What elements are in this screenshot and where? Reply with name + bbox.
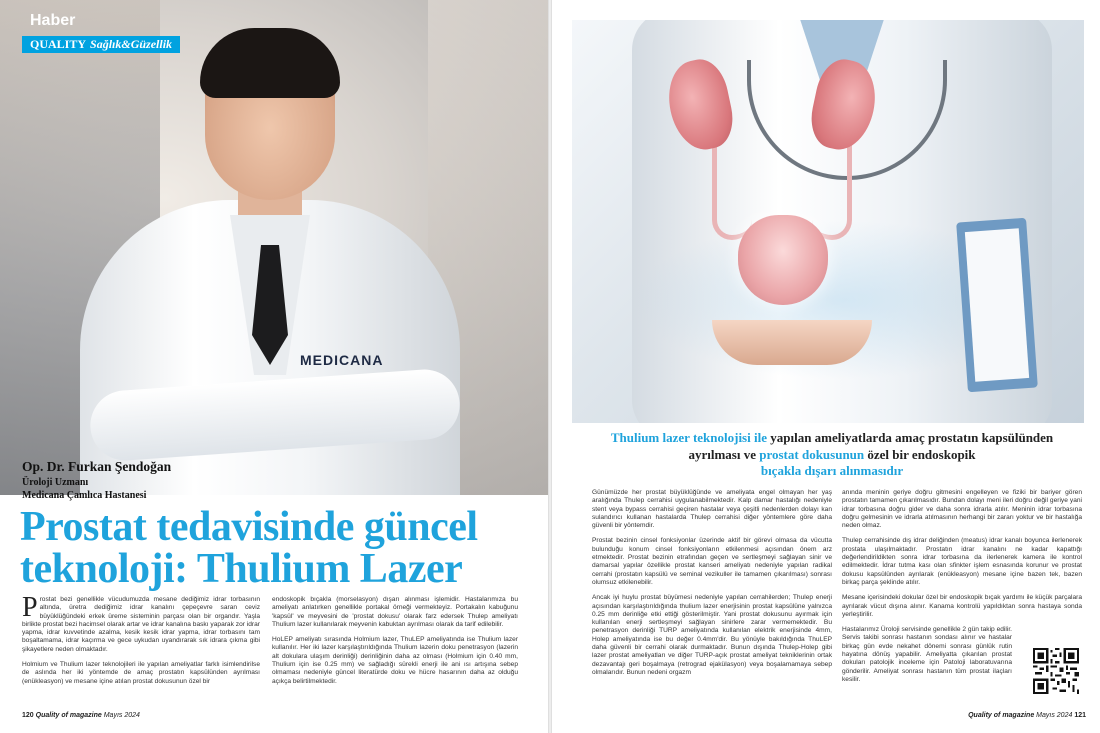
footer-date: Mayıs 2024 [1036,712,1073,719]
category-name: Sağlık&Güzellik [90,37,173,51]
paragraph: Hastalarımız Üroloji servisinde genellikle 2 gün takip edilir. Servis takibi sonrası hastanın sondası alınır ve hastalar birkaç gün evde nekahet dönemi sonrası günlük rutin hayatına dönüş yapabilir. Ameliyatta çıkarılan prostat dokuları patolojik inceleme için Patoloji laboratuvarına gönderilir. Ameliyat sonrası hastanın tüm prostat ilaçları kesilir. [842,626,1012,683]
footer-date: Mayıs 2024 [103,712,140,719]
doctor-photo [0,0,548,495]
title-line-1: Prostat tedavisinde güncel [20,504,478,550]
section-label: Haber [30,12,76,29]
paragraph: Prostat bezinin cinsel fonksiyonlar üzerinde aktif bir görevi olmasa da vücutta bulunduğu konum cinsel fonksiyonların etkilenmesi açısından önem arz etmektedir. Prostat bezinin etrafından geçen ve sertleşmeyi sağlayan sinir ve damarsal yapılar özellikle prostat kanseri ameliyatı nedeniyle yapılan radikal cerrahi (prostatın kapsülü ve seminal vezikuller ile tamamen çıkarılması) sonrası olumsuz etkilenebilir. [592,537,832,586]
footer-magazine: Quality of magazine [968,712,1035,719]
right-column-1 [592,489,832,684]
paragraph: Ancak iyi huylu prostat büyümesi nedeniyle yapılan cerrahilerden; Thulep enerji açısından karşılaştırıldığında thulium lazer enerjisinin prostat kapsülüne yalnızca 0.25 mm derinliğe etki ettiği gösterilmiştir. Yani prostat dokusunu ayırmak için kullanılan enerji sertleşmeyi sağlayan sinirlere zarar vermemektedir. Bu penetrasyon derinliği TURP ameliyatında kullanılan elektrik enerjisinde 4mm, Holep ameliyatında ise bu değer 0.4mm'dir. Bu yönüyle bakıldığında ThuLEP daha güvenli bir cerrahi olarak durmaktadır. Bunun dışında Thulep-Holep gibi lazer prostat ameliyatları ve diğer TURP-açık prostat ameliyat tekniklerinin ortak dezavantajı geri boşalmaya (retrograd ejakülasyon) veya boşalamamaya sebep olmalarıdır. Bunun nedeni orgazm [592,594,832,676]
page-number: 121 [1074,712,1086,719]
category-label [22,36,180,53]
drop-cap: P [22,592,38,623]
article-subtitle: Thulium lazer teknolojisi ile yapılan ameliyatlarda amaç prostatın kapsülünden ayrılması ve prostat dokusunun özel bir endoskopik bıçakla dışarı alınmasıdır [610,430,1054,478]
paragraph: Günümüzde her prostat büyüklüğünde ve ameliyata engel olmayan her yaş aralığında Thulep cerrahisi uygulanabilmektedir. Kalp damar hastalığı nedeniyle stent veya bypass cerrahisi geçiren hastalar veya çeşitli nedenlerden dolayı kan sulandırıcı kullanan hastalarda Thulep cerrahisi diğer yöntemlere göre daha güvenli bir yöntemdir. [592,489,832,530]
doctor-hospital: Medicana Çamlıca Hastanesi [22,490,147,501]
paragraph: Thulep cerrahisinde dış idrar deliğinden (meatus) idrar kanalı boyunca ilerlenerek prostata ulaşılmaktadır. Prostatın idrar kanalını ne kadar kapattığı değerlendirildikten sonra idrar torbasına da ilerlenerek kamera ile kontrol edilmektedir. İdrar tutma kası olan sfinkter işlem esnasında korunur ve prostat dokusu kapsülünden ayrılarak (enükleasyon) mesane içine bazen tek, bazen birkaç parça şeklinde atılır. [842,537,1082,586]
bladder-icon [738,215,828,305]
kidney-illustration-photo [572,20,1084,423]
clipboard-icon [956,218,1038,392]
magazine-label: QUALITY [30,37,87,51]
paragraph: Holmium ve Thulium lazer teknolojileri ile yapılan ameliyatlar farklı isimlendirilse de aslında her iki yöntemde de amaç prostatın kapsülünden ayrılması (enükleasyon) ve mesane içine atılan prostat dokusunun özel bir [22,661,260,685]
paragraph: anında meninin geriye doğru gitmesini engelleyen ve fiziki bir bariyer gören prostatın tamamen çıkarılmasıdır. Bundan dolayı meni ileri doğru değil geriye yani idrar torbasına doğru gider ve daha sonra idrarla atılır. Meninin idrar torbasına doğru gelmesinin ve idrarla atılmasının herhangi bir zararı yoktur ve bir hastalığa neden olmaz. [842,489,1082,530]
qr-code-icon[interactable] [1030,645,1082,697]
footer-left [22,712,140,719]
left-column-2 [272,596,518,693]
left-page [0,0,548,733]
paragraph: endoskopik bıçakla (morselasyon) dışarı alınması işlemidir. Hastalarımıza bu ameliyatı anlatırken genellikle portakal örneği vermekteyiz. Portakalın kabuğunu 'kapsül' ve meyvesini de 'prostat dokusu' olarak farz edersek Thulep ameliyatı Thulium lazer kullanılarak meyvenin kabuktan ayrılması olarak da tarif edilebilir. [272,596,518,628]
coat-logo: MEDICANA [300,352,384,368]
title-line-2: teknoloji: Thulium Lazer [20,546,463,592]
right-page [552,0,1100,733]
footer-magazine: Quality of magazine [35,712,102,719]
footer-right [968,712,1086,719]
article-title [20,506,540,590]
paragraph: HoLEP ameliyatı sırasında Holmium lazer, ThuLEP ameliyatında ise Thulium lazer kullanılır. Her iki lazer karşılaştırıldığında Thulium lazerin doku penetrasyon (lazerin alt dokulara ulaşım derinliği) derinliğinin daha az olması (Holmium için 0.40 mm, Thulium için ise 0.25 mm) ve sağladığı sürekli enerji ile ani ısı artışına sebep olmaması nedeniyle güncel literatürde doku ve hücre hasarının daha az olduğu açıkça belirtilmektedir. [272,636,518,685]
page-number: 120 [22,712,34,719]
doctor-title: Üroloji Uzmanı [22,477,89,488]
hand-icon [712,320,872,365]
left-column-1 [22,592,260,693]
doctor-name: Op. Dr. Furkan Şendoğan [22,459,172,474]
paragraph: Mesane içerisindeki dokular özel bir endoskopik bıçak yardımı ile küçük parçalara ayrılarak vücut dışına alınır. Kanama kontrolü yapıldıktan sonra hastaya sonda yerleştirilir. [842,594,1082,618]
paragraph: rostat bezi genellikle vücudumuzda mesane dediğimiz idrar torbasının altında, üretra dediğimiz idrar kanalını çepeçevre saran ceviz büyüklüğündeki erkek üreme sisteminin parçası olan bir organdır. Yaşla birlikte prostat bezi hacimsel olarak artar ve idrar kanalına baskı yaparak zor idrar yapma, idrar kuvvetinde azalma, kesik kesik idrar yapma, idrar torbasını tam boşaltamama, idrar kaçırma ve gece uykudan uyandırarak sık idrara çıkma gibi şikayetlere neden olmaktadır. [22,596,260,653]
